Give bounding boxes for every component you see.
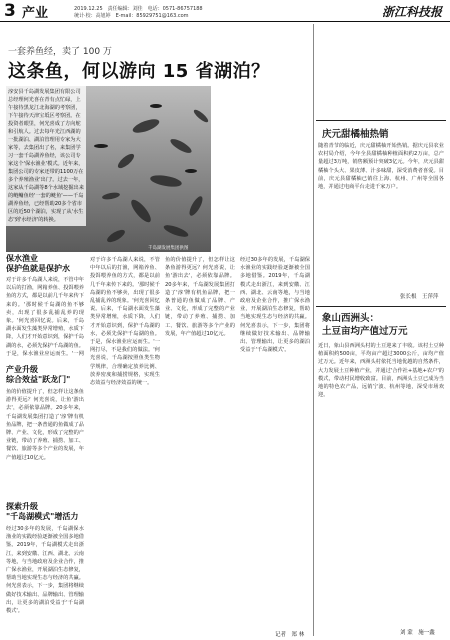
reporter-byline: 记者 郑 林	[275, 632, 305, 638]
page-header	[0, 0, 450, 22]
sidebar-1-byline: 张长根 王萍萍	[400, 294, 439, 300]
article-3-body: 经过30多年的发展，千岛湖保水渔业的实践经验逐渐被全国多地借鉴。2019年，千岛湖模式走出浙江，来到安徽、江西、湖北、云南等地，与当地政府及企业合作，推广保水渔业，开展湖泊生态修复，帮助当地实现生态与经济的共赢。何光喜表示，下一步，集团将继续做好技术输出、品牌输出、管理输出，让更多的湖泊受益于'千岛湖模式'。	[6, 526, 84, 615]
article-1-body: 对于许多千岛湖人来说，不管中年以后的打渔，网箱养鱼、投饵喂养鱼的方式，都是以前几千年来传下来的。'那时候千岛湖的鱼不够卖，出现了很多乱捕乱养的现象。'何光喜回忆说。后来，千岛湖水面发生藻类异常增殖，水质下降，人们才开始意识到，保护千岛湖的水，必须先保护千岛湖的鱼。于是，保水渔业应运而生。'一网	[6, 277, 84, 357]
sidebar-1-body: 随着青节的临近，庆元甜橘柚开始热销。据庆元县农业农村局介绍，今年全县甜橘柚种植面积约2万亩，总产量超过3万吨，销售额预计突破3亿元。今年，庆元县甜橘柚个头大、果皮薄、汁多味甜，深受消费者喜爱。目前，庆元县甜橘柚已销往上海、杭州、广州等全国各地，并通过电商平台走进千家万户。	[318, 143, 444, 191]
sidebar-rule-mid	[316, 306, 446, 307]
article-2-subhead: 产业升级 综合效益"跃龙门"	[6, 365, 71, 384]
column-divider	[313, 24, 314, 636]
headline: 这条鱼，何以游向 15 省湖泊？	[8, 61, 270, 82]
header-meta: 2019.12.25 责任编辑：刘佳 电话：0571-86757188	[74, 6, 203, 12]
kicker: 一套养鱼经，卖了 100 万	[8, 47, 112, 57]
header-meta-2: 统计·校：高旭婷 E-mail：85929751@163.com	[74, 13, 189, 19]
intro-paragraph: 淳安县千岛湖发展集团有限公司总经理何光喜在青有点忙碌，上午接待黑龙江北海湖的考察团，下午接待天津宝坻区考察团。在投资者眼里，何光喜成了方向舵和引航人。过去每年光江西湖的一批湖泊、湖泊管理用专家为大家等，去集团出了名，来集团学习一套千岛湖养鱼经，该公司专家这个'保水渔业'模式。近年来，集团公司的专家还带的1100万在多个养殖渔业'出门'。过去一年，这家从千岛湖等8个水域挖掘出来的鲢鳙鱼经'一套的鲢鱼'——千岛湖养鱼经，已经帮助20多个省市区的近50个湖泊，实现了从'水生态'到'水经济'的转换。	[6, 86, 86, 226]
section-title: 产业	[22, 6, 49, 21]
article-3-subhead: 探索升级 "千岛湖模式"增活力	[6, 502, 79, 521]
masthead-logo: 浙江科技报	[381, 5, 442, 19]
sidebar-1-title: 庆元甜橘柚热销	[322, 129, 389, 140]
page-number: 3	[4, 1, 16, 21]
sidebar-rule-top	[316, 120, 446, 121]
article-2-body: 鱼的价值提升了，但怎样让这条鱼游得更远？何光喜说，让鱼'游出去'，必须依靠品牌。20多年来，千岛湖发展集团打造了'淳'牌有机鱼品牌，把一条普通的鱼做成了品牌、产业、文化，形成了完整的产业链，带动了养殖、捕捞、加工、餐饮、旅游等多个产业的发展，年产值超过10亿元。	[6, 389, 84, 461]
article-3-continued: 经过30多年的发展，千岛湖保水渔业的实践经验逐渐被全国多地借鉴。2019年，千岛湖模式走出浙江，来到安徽、江西、湖北、云南等地，与当地政府及企业合作，推广保水渔业，开展湖泊生态修复，帮助当地实现生态与经济的共赢。何光喜表示，下一步，集团将继续做好技术输出、品牌输出、管理输出，让更多的湖泊受益于'千岛湖模式'。	[240, 257, 310, 354]
article-1-continued: 对于许多千岛湖人来说，不管中年以后的打渔，网箱养鱼、投饵喂养鱼的方式，都是以前几千年来传下来的。'那时候千岛湖的鱼不够卖，出现了很多乱捕乱养的现象。'何光喜回忆说。后来，千岛湖水面发生藻类异常增殖，水质下降，人们才开始意识到，保护千岛湖的水，必须先保护千岛湖的鱼。于是，保水渔业应运而生。'一网打尽，不是我们的做法。'何光喜说，千岛湖按照鱼类生物学规律，合理确定放养比例、放养密度和捕捞规格，实现生态效益与经济效益的统一。	[90, 257, 160, 387]
sidebar-2-byline: 刘 蒙 施一鑫	[400, 630, 435, 636]
article-2-continued: 鱼的价值提升了，但怎样让这条鱼游得更远？何光喜说，让鱼'游出去'，必须依靠品牌。20多年来，千岛湖发展集团打造了'淳'牌有机鱼品牌，把一条普通的鱼做成了品牌、产业、文化，形成了完整的产业链，带动了养殖、捕捞、加工、餐饮、旅游等多个产业的发展，年产值超过10亿元。	[165, 257, 235, 337]
article-1-subhead: 保水渔业 保护鱼就是保护水	[6, 254, 70, 273]
photo-credit: 千岛湖发展集团供图	[148, 246, 189, 251]
sidebar-2-body: 近日，象山县西洲头村的土豆迎来了丰收。该村土豆种植面积约500亩，平均亩产超过3000公斤，亩均产值过万元。近年来，西洲头村依托当地优越的自然条件，大力发展土豆种植产业，并通过'合作社+基地+农户'的模式，带动村民增收致富。目前，西洲头土豆已成为当地的特色农产品，远销宁波、杭州等地，深受市场欢迎。	[318, 343, 444, 399]
sidebar-2-title: 象山西洲头： 土豆亩均产值过万元	[322, 313, 408, 337]
